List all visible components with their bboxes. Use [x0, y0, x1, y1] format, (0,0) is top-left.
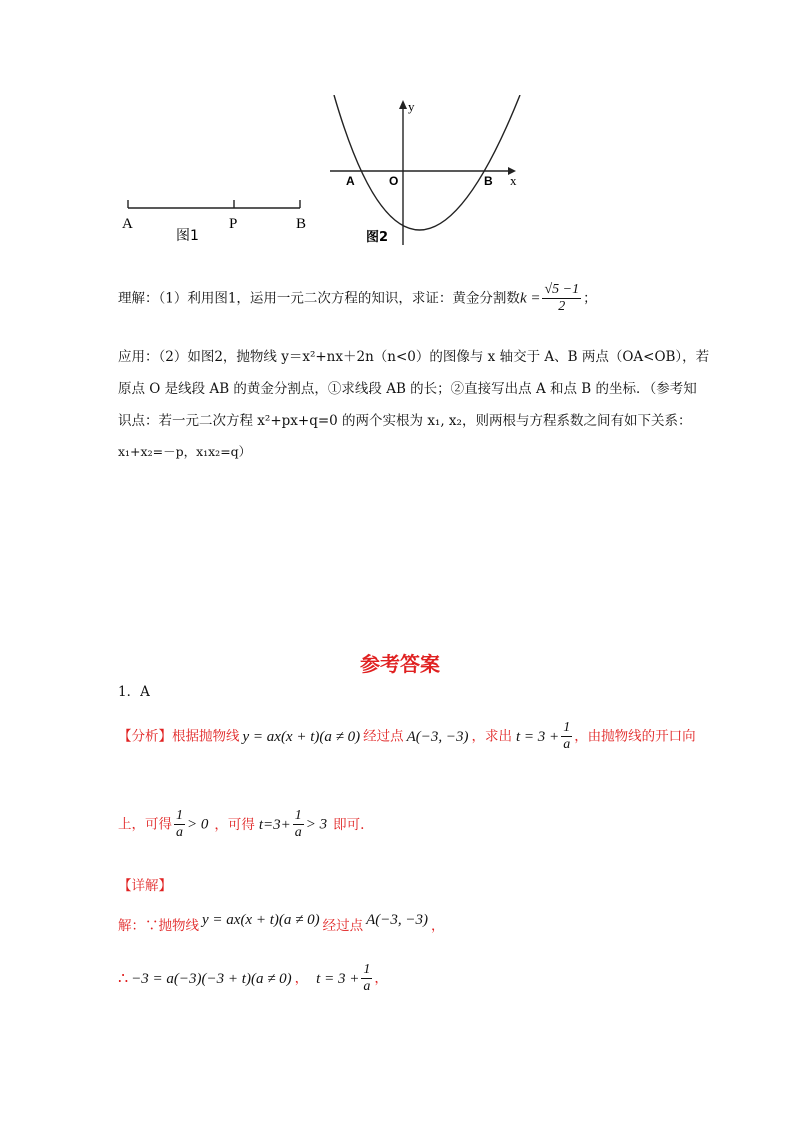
eq-t-num: 1: [363, 962, 371, 977]
line2-gt0: > 0: [187, 816, 209, 833]
sol-text-1: 解：∵抛物线: [118, 918, 199, 934]
analysis-text-3: ，求出: [471, 728, 513, 745]
therefore-line: [118, 962, 388, 995]
label-y: y: [408, 99, 415, 114]
line2-fraction: [174, 808, 185, 841]
y-axis-arrow: [399, 100, 407, 109]
line2-t-fraction: [293, 808, 304, 841]
analysis-text-2: 经过点: [363, 728, 404, 745]
therefore-symbol: ∴: [118, 968, 129, 988]
answers-title: 参考答案: [360, 652, 440, 676]
analysis-t-fraction: [561, 720, 572, 753]
caption-fig1: 图1: [176, 228, 199, 244]
solution-line: [118, 910, 445, 936]
label-x: x: [510, 173, 517, 188]
label-b2: B: [484, 174, 493, 188]
label-p: P: [229, 216, 238, 232]
analysis-math-2: A(−3, −3): [406, 728, 469, 745]
label-b: B: [296, 216, 307, 232]
label-a: A: [122, 216, 133, 232]
line2-text-1: 上，可得: [118, 816, 172, 833]
analysis-line-2: [118, 808, 364, 841]
analysis-math-1: y = ax(x + t)(a ≠ 0): [242, 728, 361, 745]
understand-line: [118, 282, 597, 315]
line2-gt3: > 3: [305, 816, 328, 833]
parabola-curve: [334, 95, 520, 230]
apply-line-1: 应用：（2）如图2，抛物线 y＝x²+nx＋2n（n<0）的图像与 x 轴交于 A、B 两点（OA<OB），若: [118, 349, 710, 365]
k-denominator: 2: [558, 299, 566, 314]
eq-t-lhs: t = 3 +: [316, 970, 360, 987]
eq-t-den: a: [363, 979, 371, 994]
sol-comma: ，: [431, 918, 445, 934]
apply-line-4: x₁+x₂=－p，x₁x₂=q）: [118, 444, 252, 459]
figure-2: [326, 95, 526, 255]
line2-t-lhs: t=3+: [258, 816, 291, 833]
sol-math-1: y = ax(x + t)(a ≠ 0): [202, 912, 320, 928]
analysis-line-1: [118, 720, 696, 753]
answer-item-1: 1．A: [118, 684, 150, 700]
line2-frac-den: a: [176, 825, 183, 840]
analysis-tag: 【分析】: [118, 728, 172, 745]
sol-math-2: A(−3, −3): [366, 912, 429, 928]
apply-line-2: 原点 O 是线段 AB 的黄金分割点，①求线段 AB 的长；②直接写出点 A 和点 B 的坐标．（参考知: [118, 381, 697, 397]
line2-text-3: 即可.: [333, 816, 365, 833]
golden-ratio-fraction: [542, 282, 581, 315]
eq-math: −3 = a(−3)(−3 + t)(a ≠ 0): [131, 970, 292, 987]
line2-t-num: 1: [294, 808, 302, 823]
k-numerator: √5 −1: [544, 282, 580, 297]
line2-t-den: a: [294, 825, 302, 840]
analysis-t-num: 1: [563, 720, 571, 735]
apply-line-3: 识点：若一元二次方程 x²+px+q=0 的两个实根为 x₁, x₂，则两根与方程系数之间有如下关系：: [118, 413, 692, 429]
k-lhs: k =: [519, 290, 541, 307]
analysis-t-lhs: t = 3 +: [516, 728, 560, 745]
eq-t-fraction: [361, 962, 372, 995]
eq-comma: ，: [294, 970, 309, 987]
caption-fig2: 图2: [366, 230, 389, 245]
understand-prefix: 理解：（1）利用图1，运用一元二次方程的知识，求证：黄金分割数: [118, 290, 520, 307]
analysis-text-1: 根据抛物线: [172, 728, 240, 745]
sol-text-2: 经过点: [322, 918, 364, 934]
understand-suffix: ；: [583, 290, 597, 307]
analysis-text-4: ，由抛物线的开口向: [574, 728, 696, 745]
analysis-t-den: a: [563, 737, 571, 752]
figure-1: [118, 190, 318, 250]
line2-text-2: ，可得: [214, 816, 255, 833]
detail-tag: 【详解】: [118, 878, 172, 894]
line2-frac-num: 1: [176, 808, 183, 823]
label-o: O: [389, 174, 399, 188]
eq-end: ，: [374, 970, 388, 987]
label-a2: A: [346, 174, 355, 188]
